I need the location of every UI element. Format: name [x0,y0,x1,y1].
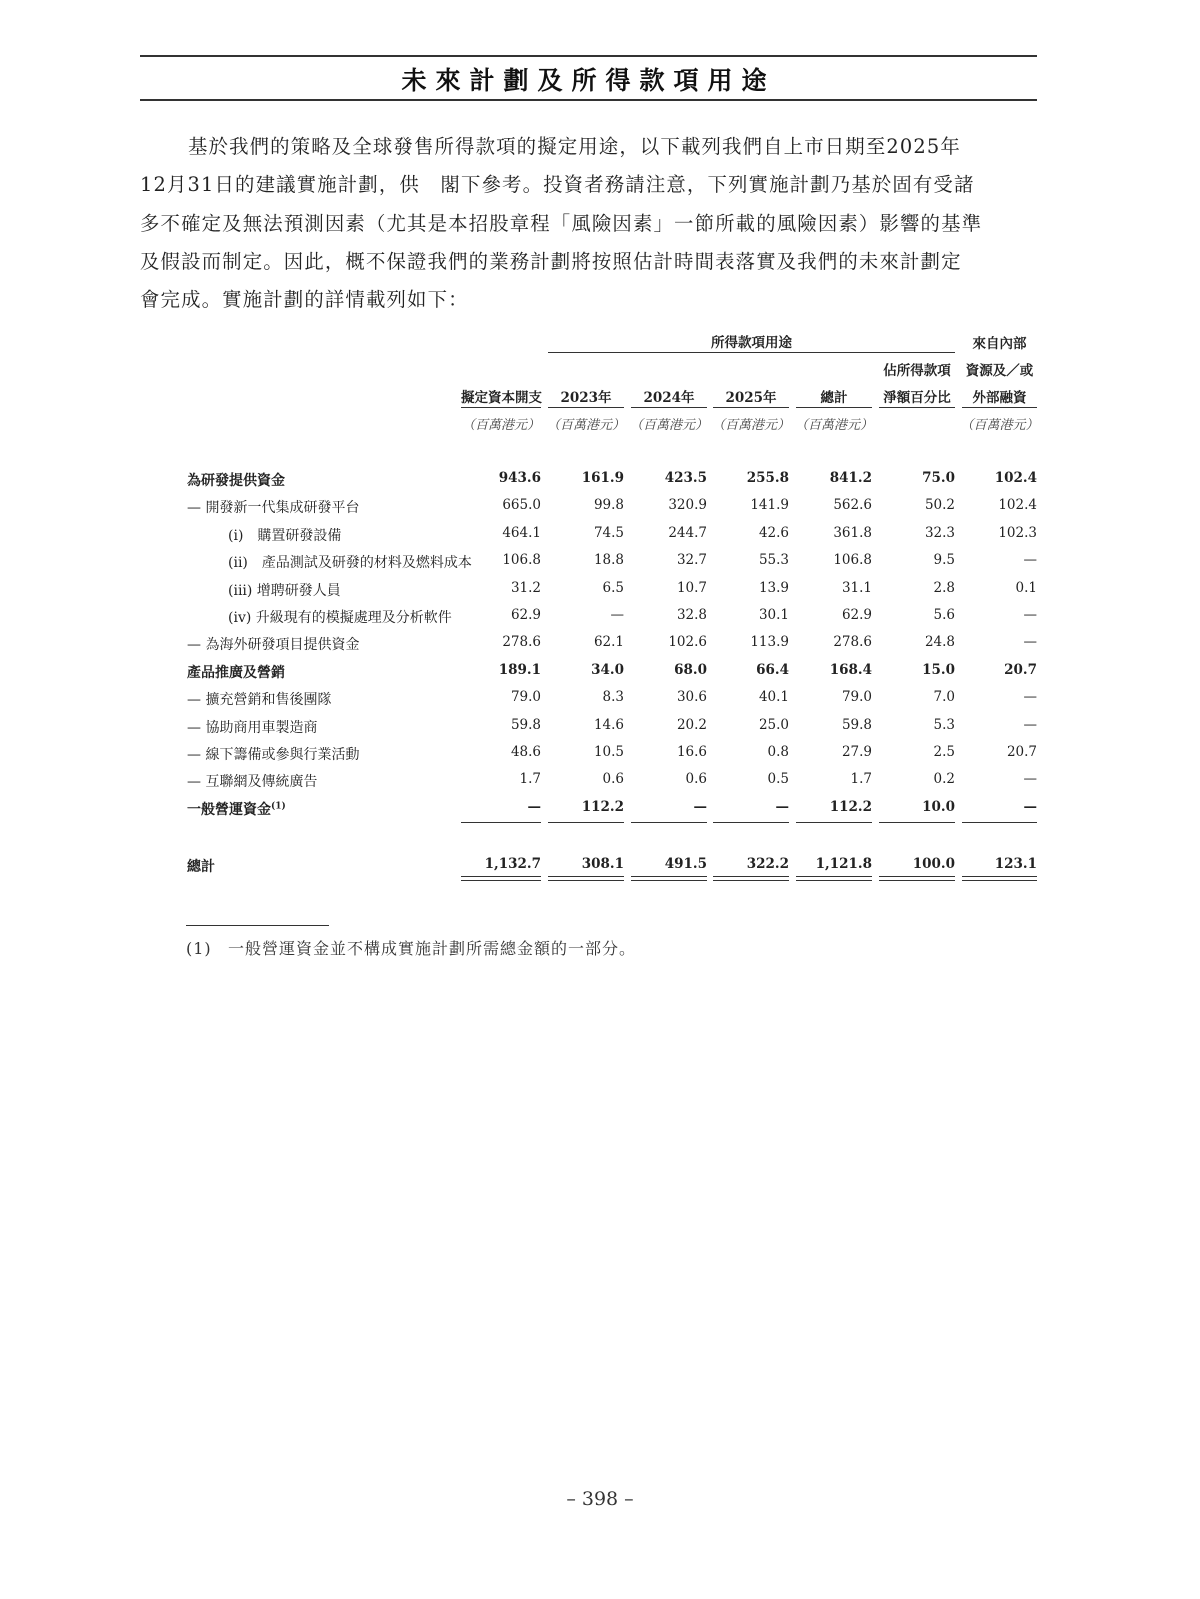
table-cell: 10.0 [922,798,955,815]
table-cell: 27.9 [841,744,872,760]
table-cell: 0.8 [767,744,789,760]
subtotal-rule [461,822,541,823]
table-cell: 59.8 [841,716,872,733]
table-cell: 66.4 [756,661,789,678]
page-title: 未來計劃及所得款項用途 [401,66,776,95]
table-cell: — [693,798,707,815]
table-cell: 189.1 [498,661,541,678]
subtotal-rule [962,822,1037,823]
table-cell: 361.8 [833,524,872,541]
table-cell: 32.8 [676,607,707,623]
column-header: 2023年 [560,390,612,406]
column-header: 資源及／或 [965,363,1034,379]
table-cell: 75.0 [922,470,955,486]
table-cell: 112.2 [581,798,624,815]
table-cell: 2.8 [933,579,955,596]
table-cell: 74.5 [593,524,624,541]
table-cell: 20.2 [676,716,707,733]
table-cell: 79.0 [841,689,872,706]
table-cell: 112.2 [829,798,872,815]
row-label: 產品推廣及營銷 [187,664,285,681]
total-label: 總計 [187,859,215,875]
table-cell: 0.5 [767,771,789,788]
table-cell: 20.7 [1004,661,1037,678]
column-header: 擬定資本開支 [461,390,542,406]
table-cell: 0.2 [933,771,955,788]
table-cell: 6.5 [602,579,624,596]
table-cell: 841.2 [829,470,872,486]
subtotal-rule [631,822,707,823]
row-label: (i) 購置研發設備 [228,527,342,544]
table-cell: 5.6 [933,607,955,623]
total-cell: 322.2 [746,856,789,872]
table-cell: 0.1 [1015,579,1037,596]
total-double-rule [631,880,707,881]
table-cell: 464.1 [502,524,541,541]
table-cell: 30.6 [676,689,707,706]
row-label: (iii) 增聘研發人員 [228,582,341,599]
table-cell: 32.7 [676,552,707,569]
subtotal-rule [879,822,955,823]
table-cell: 20.7 [1006,744,1037,760]
column-unit: （百萬港元） [629,418,708,433]
table-cell: 161.9 [581,470,624,486]
table-cell: 0.6 [685,771,707,788]
total-double-rule [548,876,624,877]
column-unit: （百萬港元） [461,418,540,433]
row-label: — 擴充營銷和售後團隊 [187,692,332,709]
intro-line: 會完成。實施計劃的詳情載列如下： [140,288,469,312]
total-double-rule [879,876,955,877]
table-cell: 32.3 [924,524,955,541]
table-cell: 15.0 [922,661,955,678]
table-cell: 278.6 [833,634,872,651]
total-double-rule [461,880,541,881]
table-cell: — [610,607,624,623]
column-header: 佔所得款項 [883,363,951,379]
page-number: – 398 – [566,1488,634,1510]
total-double-rule [796,880,872,881]
total-double-rule [962,876,1037,877]
column-header: 2024年 [643,390,695,406]
table-cell: — [1023,771,1037,788]
row-label: — 開發新一代集成研發平台 [187,500,360,517]
column-header-rule [548,407,624,408]
span-header-rule [548,352,955,353]
column-header-rule [461,407,541,408]
table-cell: 106.8 [833,552,872,569]
subtotal-rule [796,822,872,823]
table-cell: 25.0 [758,716,789,733]
table-cell: 1.7 [850,771,872,788]
column-header-rule [879,407,955,408]
footnote-rule [186,925,329,926]
footnote-ref: (1) [271,801,286,812]
table-cell: 423.5 [664,470,707,486]
intro-line: 多不確定及無法預測因素（尤其是本招股章程「風險因素」一節所載的風險因素）影響的基準 [140,211,983,235]
table-cell: 42.6 [758,524,789,541]
table-cell: 2.5 [933,744,955,760]
table-cell: 7.0 [933,689,955,706]
row-label: (iv) 升級現有的模擬處理及分析軟件 [228,610,452,626]
total-double-rule [713,876,789,877]
total-double-rule [631,876,707,877]
table-cell: 113.9 [750,634,789,651]
column-unit: （百萬港元） [546,418,625,433]
table-cell: 99.8 [593,497,624,514]
table-cell: 79.0 [510,689,541,706]
column-header-rule [631,407,707,408]
footnote [186,936,636,959]
table-cell: 562.6 [833,497,872,514]
table-cell: 943.6 [498,470,541,486]
column-header: 來自內部 [972,336,1027,352]
table-cell: 5.3 [933,716,955,733]
table-cell: — [1023,607,1037,623]
table-cell: — [775,798,789,815]
table-cell: — [527,798,541,815]
total-cell: 123.1 [994,856,1037,872]
table-cell: 31.1 [841,579,872,596]
column-header-rule [796,407,872,408]
table-cell: 1.7 [519,771,541,788]
table-cell: 9.5 [933,552,955,569]
total-cell: 491.5 [664,856,707,872]
total-double-rule [548,880,624,881]
table-cell: 40.1 [758,689,789,706]
table-cell: 665.0 [502,497,541,514]
intro-line: 基於我們的策略及全球發售所得款項的擬定用途，以下載列我們自上市日期至2025年 [188,135,961,158]
intro-line: 12月31日的建議實施計劃，供 閣下參考。投資者務請注意，下列實施計劃乃基於固有受諸 [140,173,975,197]
table-cell: 59.8 [510,716,541,733]
table-cell: 0.6 [602,771,624,788]
table-cell: 55.3 [758,552,789,569]
total-double-rule [962,880,1037,881]
subtotal-rule [713,822,789,823]
table-cell: 62.9 [841,607,872,623]
row-label: — 互聯網及傳統廣告 [187,774,318,791]
table-cell: 244.7 [668,524,707,541]
row-label: — 為海外研發項目提供資金 [187,637,360,654]
table-cell: 106.8 [502,552,541,569]
row-label: 一般營運資金$^{(1)}$ [187,801,286,818]
table-cell: 278.6 [502,634,541,651]
table-cell: 16.6 [676,744,707,760]
table-cell: 31.2 [510,579,541,596]
footnote-mark: (1) [186,939,212,958]
column-header: 總計 [820,390,848,406]
table-cell: 320.9 [668,497,707,514]
table-cell: 255.8 [746,470,789,486]
table-cell: 102.4 [994,470,1037,486]
table-cell: 30.1 [758,607,789,623]
total-double-rule [713,880,789,881]
row-label: — 協助商用車製造商 [187,719,318,736]
span-header: 所得款項用途 [711,335,792,351]
table-cell: 102.6 [668,634,707,651]
column-header: 外部融資 [972,390,1027,406]
table-cell: 102.4 [998,497,1037,514]
table-cell: 68.0 [674,661,707,678]
table-cell: — [1023,689,1037,706]
total-cell: 1,132.7 [484,856,541,872]
total-double-rule [796,876,872,877]
total-cell: 308.1 [581,856,624,872]
table-cell: — [1023,798,1037,815]
intro-line: 及假設而制定。因此，概不保證我們的業務計劃將按照估計時間表落實及我們的未來計劃定 [140,249,962,273]
row-label: 為研發提供資金 [187,473,285,489]
table-cell: 18.8 [593,552,624,569]
table-cell: 10.7 [676,579,707,596]
footnote-text: 一般營運資金並不構成實施計劃所需總金額的一部分。 [228,939,637,958]
table-cell: — [1023,716,1037,733]
table-cell: 141.9 [750,497,789,514]
table-cell: 34.0 [591,661,624,678]
total-cell: 1,121.8 [815,856,872,872]
table-cell: 50.2 [924,497,955,514]
table-cell: 102.3 [998,524,1037,541]
row-label: — 線下籌備或參與行業活動 [187,747,360,763]
total-double-rule [461,876,541,877]
column-header-rule [713,407,789,408]
column-header: 淨額百分比 [883,390,951,406]
row-label: (ii) 產品測試及研發的材料及燃料成本 [228,555,472,572]
table-cell: 168.4 [829,661,872,678]
table-cell: 8.3 [602,689,624,706]
total-cell: 100.0 [912,856,955,872]
table-cell: 62.9 [510,607,541,623]
column-unit: （百萬港元） [711,418,790,433]
column-header: 2025年 [725,390,777,406]
table-cell: 14.6 [593,716,624,733]
subtotal-rule [548,822,624,823]
table-cell: 13.9 [758,579,789,596]
table-cell: — [1023,552,1037,569]
table-cell: 24.8 [924,634,955,651]
total-double-rule [879,880,955,881]
table-cell: — [1023,634,1037,651]
table-cell: 62.1 [593,634,624,651]
table-cell: 48.6 [510,744,541,760]
column-header-rule [962,407,1037,408]
column-unit: （百萬港元） [960,418,1039,433]
column-unit: （百萬港元） [794,418,873,433]
table-cell: 10.5 [593,744,624,760]
